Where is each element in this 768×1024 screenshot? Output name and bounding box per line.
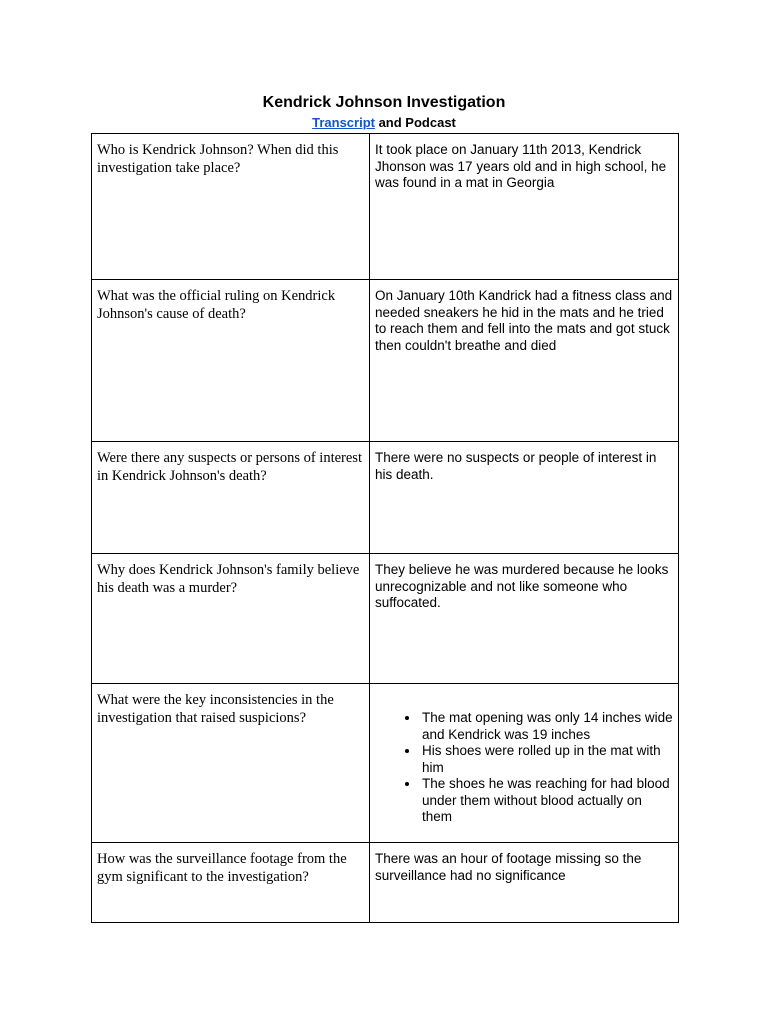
answer-cell: On January 10th Kandrick had a fitness class and needed sneakers he hid in the mats and he tried to reach them and fell into the mats and got stuck then couldn't breathe and died	[370, 280, 679, 442]
table-row	[92, 684, 679, 843]
table-row	[92, 134, 679, 280]
list-item: • His shoes were rolled up in the mat with him	[420, 743, 673, 776]
list-item: • The mat opening was only 14 inches wide and Kendrick was 19 inches	[420, 710, 673, 743]
answer-cell: They believe he was murdered because he looks unrecognizable and not like someone who suffocated.	[370, 554, 679, 684]
question-cell: Were there any suspects or persons of interest in Kendrick Johnson's death?	[92, 442, 370, 554]
document-title: Kendrick Johnson Investigation	[262, 94, 506, 111]
subtitle-text: and Podcast	[374, 115, 456, 130]
table-row	[92, 280, 679, 442]
question-cell: What were the key inconsistencies in the investigation that raised suspicions?	[92, 684, 370, 843]
answer-cell: There was an hour of footage missing so the surveillance had no significance	[370, 843, 679, 923]
answer-cell: It took place on January 11th 2013, Kendrick Jhonson was 17 years old and in high school, he was found in a mat in Georgia	[370, 134, 679, 280]
answer-cell	[370, 684, 679, 843]
list-item: • The shoes he was reaching for had blood under them without blood actually on them	[420, 776, 673, 826]
table-row	[92, 442, 679, 554]
question-cell: Who is Kendrick Johnson? When did this investigation take place?	[92, 134, 370, 280]
question-cell: What was the official ruling on Kendrick Johnson's cause of death?	[92, 280, 370, 442]
qa-table	[91, 133, 679, 923]
transcript-link[interactable]: Transcript	[312, 115, 375, 130]
document-subtitle	[0, 115, 768, 131]
table-row	[92, 554, 679, 684]
inconsistency-list	[375, 710, 673, 826]
table-row	[92, 843, 679, 923]
answer-cell: There were no suspects or people of interest in his death.	[370, 442, 679, 554]
question-cell: How was the surveillance footage from the gym significant to the investigation?	[92, 843, 370, 923]
question-cell: Why does Kendrick Johnson's family believe his death was a murder?	[92, 554, 370, 684]
